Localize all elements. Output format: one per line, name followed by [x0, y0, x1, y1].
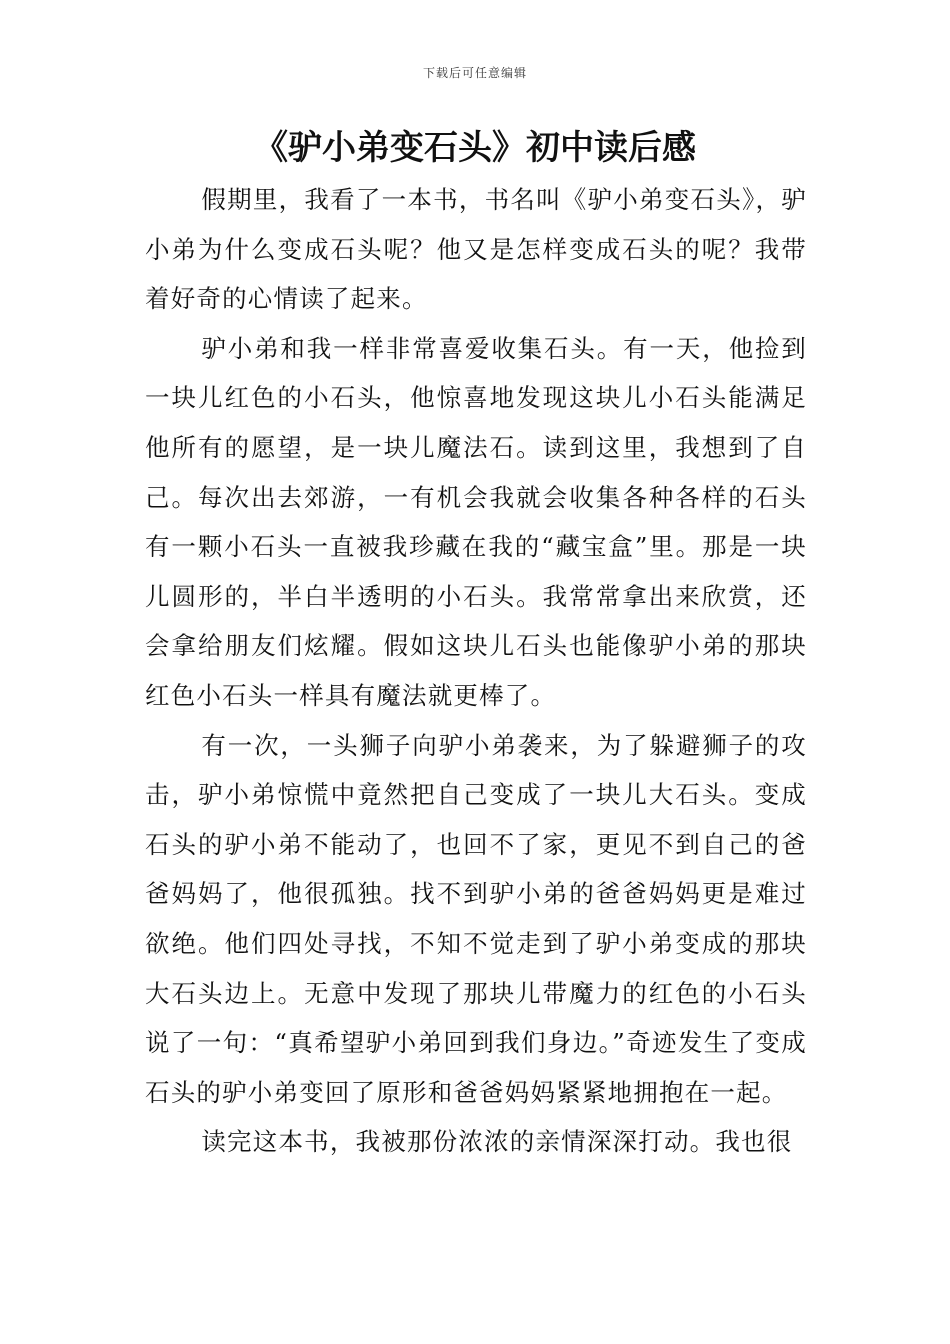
paragraph-2: 驴小弟和我一样非常喜爱收集石头。有一天，他捡到一块儿红色的小石头，他惊喜地发现这块儿小石头能满足他所有的愿望，是一块儿魔法石。读到这里，我想到了自己。每次出去郊游，一有机会我就会收集各种各样的石头有一颗小石头一直被我珍藏在我的“藏宝盒”里。那是一块儿圆形的，半白半透明的小石头。我常常拿出来欣赏，还会拿给朋友们炫耀。假如这块儿石头也能像驴小弟的那块红色小石头一样具有魔法就更棒了。 [145, 333, 807, 710]
paragraph-1: 假期里，我看了一本书，书名叫《驴小弟变石头》，驴小弟为什么变成石头呢？他又是怎样变成石头的呢？我带着好奇的心情读了起来。 [145, 185, 807, 314]
paragraph-4: 读完这本书，我被那份浓浓的亲情深深打动。我也很 [201, 1127, 793, 1157]
paragraph-3: 有一次，一头狮子向驴小弟袭来，为了躲避狮子的攻击，驴小弟惊慌中竟然把自己变成了一块儿大石头。变成石头的驴小弟不能动了，也回不了家，更见不到自己的爸爸妈妈了，他很孤独。找不到驴小弟的爸爸妈妈更是难过欲绝。他们四处寻找，不知不觉走到了驴小弟变成的那块大石头边上。无意中发现了那块儿带魔力的红色的小石头说了一句：“真希望驴小弟回到我们身边。”奇迹发生了变成石头的驴小弟变回了原形和爸爸妈妈紧紧地拥抱在一起。 [145, 730, 807, 1107]
header-note: 下载后可任意编辑 [422, 66, 527, 80]
document-body [145, 175, 807, 1167]
page-title: 《驴小弟变石头》初中读后感 [254, 128, 696, 168]
